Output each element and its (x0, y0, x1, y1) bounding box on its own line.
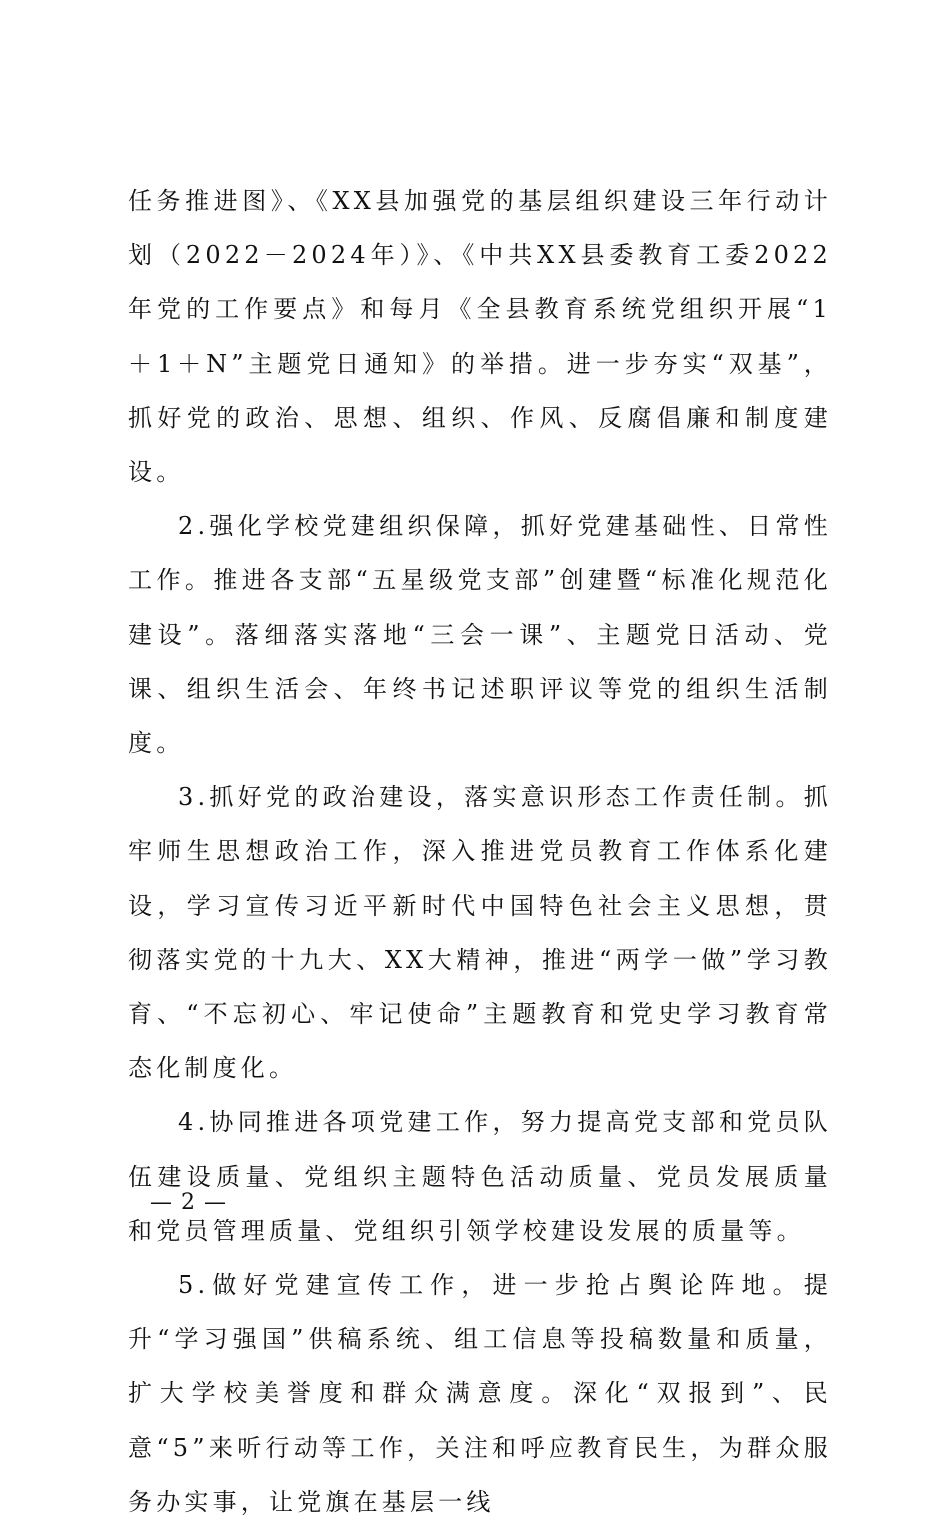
paragraph-item-3: 3.抓好党的政治建设，落实意识形态工作责任制。抓牢师生思想政治工作，深入推进党员教育工作体系化建设，学习宣传习近平新时代中国特色社会主义思想，贯彻落实党的十九大、XX大精神，推进“两学一做”学习教育、“不忘初心、牢记使命”主题教育和党史学习教育常态化制度化。 (128, 783, 832, 1083)
body-text (128, 174, 832, 1529)
paragraph-item-5: 5.做好党建宣传工作，进一步抢占舆论阵地。提升“学习强国”供稿系统、组工信息等投稿数量和质量，扩大学校美誉度和群众满意度。深化“双报到”、民意“5”来听行动等工作，关注和呼应教育民生，为群众服务办实事，让党旗在基层一线 (128, 1271, 832, 1516)
paragraph-continuation: 任务推进图》、《XX县加强党的基层组织建设三年行动计划（2022－2024年）》、《中共XX县委教育工委2022年党的工作要点》和每月《全县教育系统党组织开展“1＋1＋N”主题党日通知》的举措。进一步夯实“双基”，抓好党的政治、思想、组织、作风、反腐倡廉和制度建设。 (128, 187, 832, 487)
paragraph-item-2: 2.强化学校党建组织保障，抓好党建基础性、日常性工作。推进各支部“五星级党支部”创建暨“标准化规范化建设”。落细落实落地“三会一课”、主题党日活动、党课、组织生活会、年终书记述职评议等党的组织生活制度。 (128, 512, 832, 758)
page-number: — 2 — (150, 1190, 227, 1215)
paragraph-item-4: 4.协同推进各项党建工作，努力提高党支部和党员队伍建设质量、党组织主题特色活动质量、党员发展质量和党员管理质量、党组织引领学校建设发展的质量等。 (128, 1108, 832, 1245)
